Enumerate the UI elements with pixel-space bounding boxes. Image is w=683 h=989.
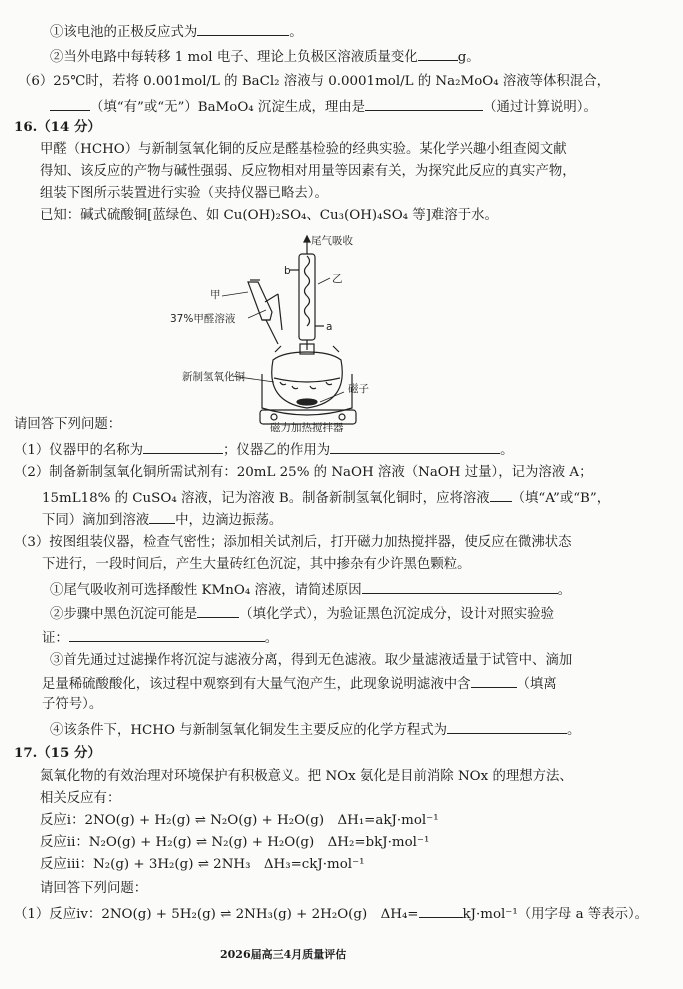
answer-blank[interactable] [143, 440, 223, 454]
label-b: b [284, 265, 291, 277]
q16-part3-sub3: ③首先通过过滤操作将沉淀与滤液分离，得到无色滤液。取少量滤液适量于试管中、滴加 [50, 653, 573, 668]
answer-blank[interactable] [471, 674, 517, 688]
q16-p3-d1-text: ②步骤中黑色沉淀可能是 [50, 607, 198, 622]
q15-p6-end: （通过计算说明）。 [483, 100, 597, 115]
pressure-tube [265, 294, 278, 302]
q16-p2-text: 15mL18% 的 CuSO₄ 溶液，记为溶液 B。制备新制氢氧化铜时，应将溶液 [42, 491, 490, 506]
q16-intro-1: 甲醛（HCHO）与新制氢氧化铜的反应是醛基检验的经典实验。某化学兴趣小组查阅文献 [40, 142, 567, 157]
leader-jia [222, 292, 248, 296]
answer-blank[interactable] [447, 720, 567, 734]
dropping-funnel-body [248, 282, 272, 320]
arrow-up-icon [304, 236, 310, 242]
q16-part3-sub4 [50, 720, 580, 740]
answer-blank[interactable] [149, 510, 175, 524]
stirrer-knob-left [271, 414, 277, 420]
q16-p3-e1-text: 证： [42, 631, 69, 646]
q17-prompt: 请回答下列问题： [40, 881, 148, 896]
q16-intro-4: 已知：碱式硫酸铜[蓝绿色、如 Cu(OH)₂SO₄、Cu₃(OH)₄SO₄ 等]难溶于水。 [40, 208, 498, 223]
q16-part2-line1: （2）制备新制氢氧化铜所需试剂有：20mL 25% 的 NaOH 溶液（NaOH 过量），记为溶液 A； [14, 465, 593, 480]
leader-stir-bar [320, 392, 344, 402]
q16-prompt: 请回答下列问题： [14, 417, 122, 432]
q16-part2-line3 [42, 510, 282, 530]
q17-intro-1: 氮氧化物的有效治理对环境保护有积极意义。把 NOx 氨化是目前消除 NOx 的理想方法、 [40, 769, 573, 784]
answer-blank[interactable] [50, 97, 90, 111]
q16-p1-text: （1）仪器甲的名称为 [14, 443, 144, 458]
q16-part2-line2 [42, 488, 610, 508]
q16-part3-sub2 [50, 604, 554, 624]
answer-blank[interactable] [197, 604, 239, 618]
answer-blank[interactable] [490, 488, 512, 502]
condenser-coil [305, 256, 310, 326]
q17-part1 [14, 904, 648, 924]
q17-p1-text: （1）反应iv：2NO(g) + 5H₂(g) ⇌ 2NH₃(g) + 2H₂O(g) ΔH₄= [14, 907, 419, 922]
q15-sub-c1 [50, 22, 303, 42]
q16-part3-sub3-end: 子符号）。 [42, 697, 103, 712]
q15-c1-end: 。 [289, 25, 303, 40]
label-yi: 乙 [332, 273, 343, 285]
answer-blank[interactable] [69, 628, 265, 642]
condenser-jacket [299, 254, 315, 340]
q16-p3-g2-text: （填离 [516, 677, 557, 692]
q16-intro-3: 组装下图所示装置进行实验（夹持仪器已略去）。 [40, 186, 328, 201]
q17-intro-2: 相关反应有： [40, 791, 121, 806]
page-footer: 2026届高三4月质量评估 [220, 948, 347, 961]
q16-p3-c1-end: 。 [557, 583, 572, 598]
q16-p1-mid: ；仪器乙的作用为 [223, 443, 331, 458]
q15-p6-text: （填“有”或“无”）BaMoO₄ 沉淀生成，理由是 [90, 100, 366, 115]
q16-part3-line1: （3）按图组装仪器，检查气密性；添加相关试剂后，打开磁力加热搅拌器，使反应在微沸状态 [14, 535, 572, 550]
liquid-level [274, 378, 340, 382]
label-cuoh2: 新制氢氧化铜 [182, 371, 245, 383]
label-tail-gas: 尾气吸收 [311, 235, 353, 247]
q16-p3-e2-text: 。 [264, 631, 279, 646]
q16-intro-2: 得知、该反应的产物与碱性强弱、反应物相对用量等因素有关，为探究此反应的真实产物， [40, 164, 576, 179]
stir-bar [297, 399, 317, 405]
label-stir-bar: 磁子 [348, 383, 369, 395]
q16-p3-d2-text: （填化学式），为验证黑色沉淀成分，设计对照实验验 [239, 607, 554, 622]
q15-c2-end: g。 [457, 50, 480, 65]
q16-part1 [14, 440, 514, 460]
answer-blank[interactable] [197, 22, 289, 36]
liquid-hatch [280, 382, 332, 389]
q16-p2-end: 中，边滴边振荡。 [175, 513, 283, 528]
q16-p3-i2-text: 。 [567, 723, 581, 738]
answer-blank[interactable] [365, 97, 483, 111]
q16-part3-sub3-cont [42, 674, 557, 694]
label-formaldehyde: 37%甲醛溶液 [170, 313, 236, 325]
q16-p1-end: 。 [500, 443, 514, 458]
stirrer-knob-right [339, 414, 345, 420]
q16-part3-line2: 下进行，一段时间后，产生大量砖红色沉淀，其中掺杂有少许黑色颗粒。 [42, 557, 471, 572]
q17-header: 17.（15 分） [14, 745, 101, 761]
answer-blank[interactable] [418, 47, 458, 61]
q17-p1-end: kJ·mol⁻¹（用字母 a 等表示）。 [462, 907, 649, 922]
q15-part6-line2 [50, 97, 597, 117]
pressure-tube-2 [278, 294, 282, 330]
q15-c1-text: ①该电池的正极反应式为 [50, 25, 198, 40]
label-a: a [326, 321, 333, 333]
funnel-stem [266, 320, 278, 344]
leader-formaldehyde [248, 310, 266, 318]
q15-sub-c2 [50, 47, 480, 67]
answer-blank[interactable] [330, 440, 500, 454]
q17-reaction-3: 反应iii：N₂(g) + 3H₂(g) ⇌ 2NH₃ ΔH₃=ckJ·mol⁻¹ [40, 857, 365, 872]
q15-c2-text: ②当外电路中每转移 1 mol 电子、理论上负极区溶液质量变化 [50, 50, 418, 65]
answer-blank[interactable] [419, 904, 463, 918]
q16-part3-sub2-cont [42, 628, 278, 648]
label-stirrer: 磁力加热搅拌器 [270, 422, 344, 432]
q16-p2-text-2: 下同）滴加到溶液 [42, 513, 150, 528]
q16-part3-sub1 [50, 580, 571, 600]
label-jia: 甲 [210, 289, 221, 301]
q16-p3-i1-text: ④该条件下，HCHO 与新制氢氧化铜发生主要反应的化学方程式为 [50, 723, 447, 738]
q17-reaction-1: 反应i：2NO(g) + H₂(g) ⇌ N₂O(g) + H₂O(g) ΔH₁=akJ·mol⁻¹ [40, 813, 439, 828]
answer-blank[interactable] [362, 580, 558, 594]
q17-reaction-2: 反应ii：N₂O(g) + H₂(g) ⇌ N₂(g) + H₂O(g) ΔH₂=bkJ·mol⁻¹ [40, 835, 430, 850]
q16-p2-note: （填“A”或“B”， [511, 491, 611, 506]
q15-part6-line1: （6）25℃时，若将 0.001mol/L 的 BaCl₂ 溶液与 0.0001mol/L 的 Na₂MoO₄ 溶液等体积混合， [18, 74, 610, 89]
apparatus-diagram [170, 232, 420, 432]
q16-header: 16.（14 分） [14, 119, 101, 135]
leader-yi [318, 278, 330, 284]
q16-p3-c1-text: ①尾气吸收剂可选择酸性 KMnO₄ 溶液，请简述原因 [50, 583, 362, 598]
q16-p3-g1-text: 足量稀硫酸酸化，该过程中观察到有大量气泡产生，此现象说明滤液中含 [42, 677, 471, 692]
